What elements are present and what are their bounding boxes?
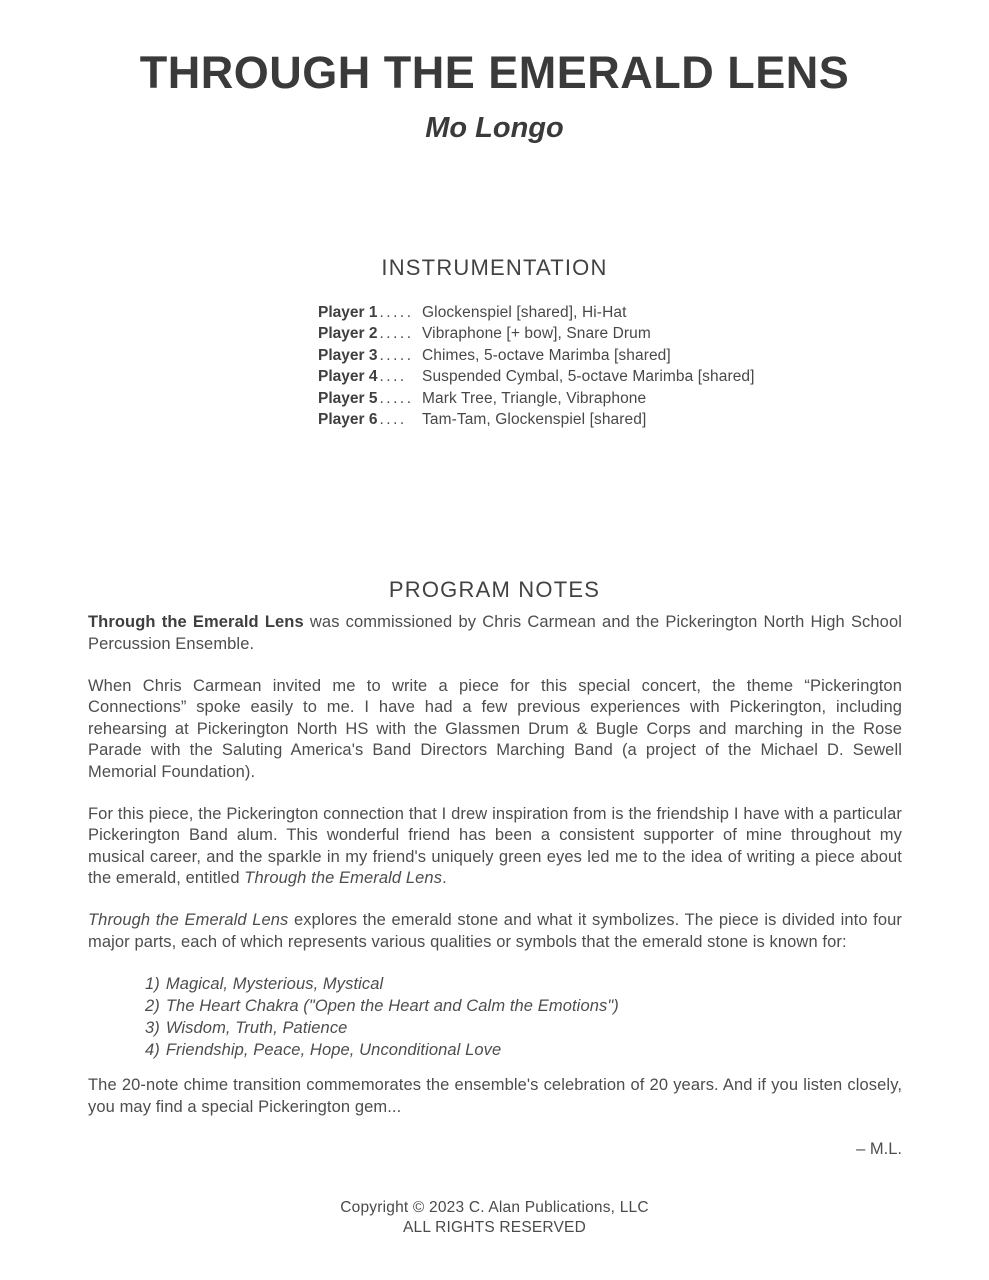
paragraph-structure	[88, 910, 902, 953]
player-lead	[318, 345, 422, 366]
player-label: Player 2	[318, 325, 378, 343]
player-instruments: Glockenspiel [shared], Hi-Hat	[422, 304, 627, 321]
player-row	[318, 323, 989, 344]
paragraph-structure-text: explores the emerald stone and what it symbolizes. The piece is divided into four major parts, each of which represents various qualities or symbols that the emerald stone is known for:	[88, 910, 903, 951]
paragraph-inspiration-text: For this piece, the Pickerington connection that I drew inspiration from is the friendship I have with a particular Pickerington Band alum. This wonderful friend has been a consistent supporter of mine throughout my musical career, and the sparkle in my friend's uniquely green eyes led me to the idea of writing a piece about the emerald, entitled	[88, 804, 902, 888]
list-text: Friendship, Peace, Hope, Unconditional Love	[165, 1041, 502, 1060]
player-lead	[318, 366, 422, 387]
list-number: 1)	[145, 975, 160, 994]
footer	[0, 1198, 989, 1237]
paragraph-commission	[88, 612, 902, 655]
list-number: 2)	[145, 997, 160, 1016]
list-item	[145, 1039, 902, 1061]
player-label: Player 1	[318, 304, 378, 321]
player-lead	[318, 409, 422, 430]
paragraph-closing: The 20-note chime transition commemorates the ensemble's celebration of 20 years. And if you listen closely, you may find a special Pickerington gem...	[88, 1076, 902, 1116]
instrumentation-heading: INSTRUMENTATION	[381, 255, 608, 280]
composer-name: Mo Longo	[425, 112, 564, 144]
list-number: 4)	[145, 1041, 160, 1060]
player-row	[318, 388, 989, 409]
player-lead	[318, 388, 422, 409]
player-row	[318, 409, 989, 430]
player-label: Player 5	[318, 389, 378, 407]
composer-initials: – M.L.	[856, 1140, 902, 1159]
piece-title-italic: Through the Emerald Lens	[88, 910, 289, 929]
program-notes-heading: PROGRAM NOTES	[388, 577, 601, 603]
paragraph-background: When Chris Carmean invited me to write a piece for this special concert, the theme “Pickerington Connections” spoke easily to me. I have had a few previous experiences with Pickerington, including rehearsing at Pickerington North HS with the Glassmen Drum & Bugle Corps and marching in the Rose Parade with the Saluting America's Band Directors Marching Band (a project of the Michael D. Sewell Memorial Foundation).	[88, 676, 902, 781]
qualities-list	[145, 973, 902, 1061]
list-item	[145, 995, 902, 1017]
list-item	[145, 1017, 902, 1039]
player-instruments: Mark Tree, Triangle, Vibraphone	[422, 389, 647, 407]
list-text: Magical, Mysterious, Mystical	[165, 975, 384, 994]
rights-line: ALL RIGHTS RESERVED	[403, 1218, 586, 1236]
paragraph-inspiration	[88, 804, 902, 890]
player-row	[318, 366, 989, 387]
player-row	[318, 302, 989, 323]
player-label: Player 3	[318, 346, 378, 364]
player-instruments: Chimes, 5-octave Marimba [shared]	[422, 346, 671, 364]
player-dots: ....	[379, 368, 407, 386]
copyright-line: Copyright © 2023 C. Alan Publications, LLC	[340, 1199, 649, 1217]
instrumentation-list	[318, 302, 989, 430]
player-lead	[318, 323, 422, 344]
page-title: THROUGH THE EMERALD LENS	[139, 47, 850, 98]
piece-title-italic: Through the Emerald Lens	[244, 869, 443, 888]
player-row	[318, 345, 989, 366]
player-dots: .....	[379, 389, 414, 407]
player-label: Player 6	[318, 411, 378, 429]
player-dots: ....	[379, 411, 407, 429]
player-lead	[318, 302, 422, 323]
player-instruments: Tam-Tam, Glockenspiel [shared]	[422, 411, 647, 429]
list-text: The Heart Chakra ("Open the Heart and Calm the Emotions")	[165, 997, 619, 1016]
paragraph-inspiration-end: .	[442, 869, 447, 888]
list-number: 3)	[145, 1019, 160, 1038]
program-notes-body	[0, 612, 989, 1118]
player-dots: .....	[379, 346, 414, 364]
player-instruments: Suspended Cymbal, 5-octave Marimba [shared]	[422, 368, 755, 386]
paragraph-commission-text: was commissioned by Chris Carmean and the Pickerington North High School Percussion Ensemble.	[88, 613, 902, 654]
player-dots: .....	[379, 325, 414, 343]
player-label: Player 4	[318, 368, 378, 386]
list-item	[145, 973, 902, 995]
player-instruments: Vibraphone [+ bow], Snare Drum	[422, 325, 651, 343]
list-text: Wisdom, Truth, Patience	[165, 1019, 348, 1038]
piece-title-bold: Through the Emerald Lens	[88, 613, 304, 632]
player-dots: .....	[379, 304, 414, 321]
